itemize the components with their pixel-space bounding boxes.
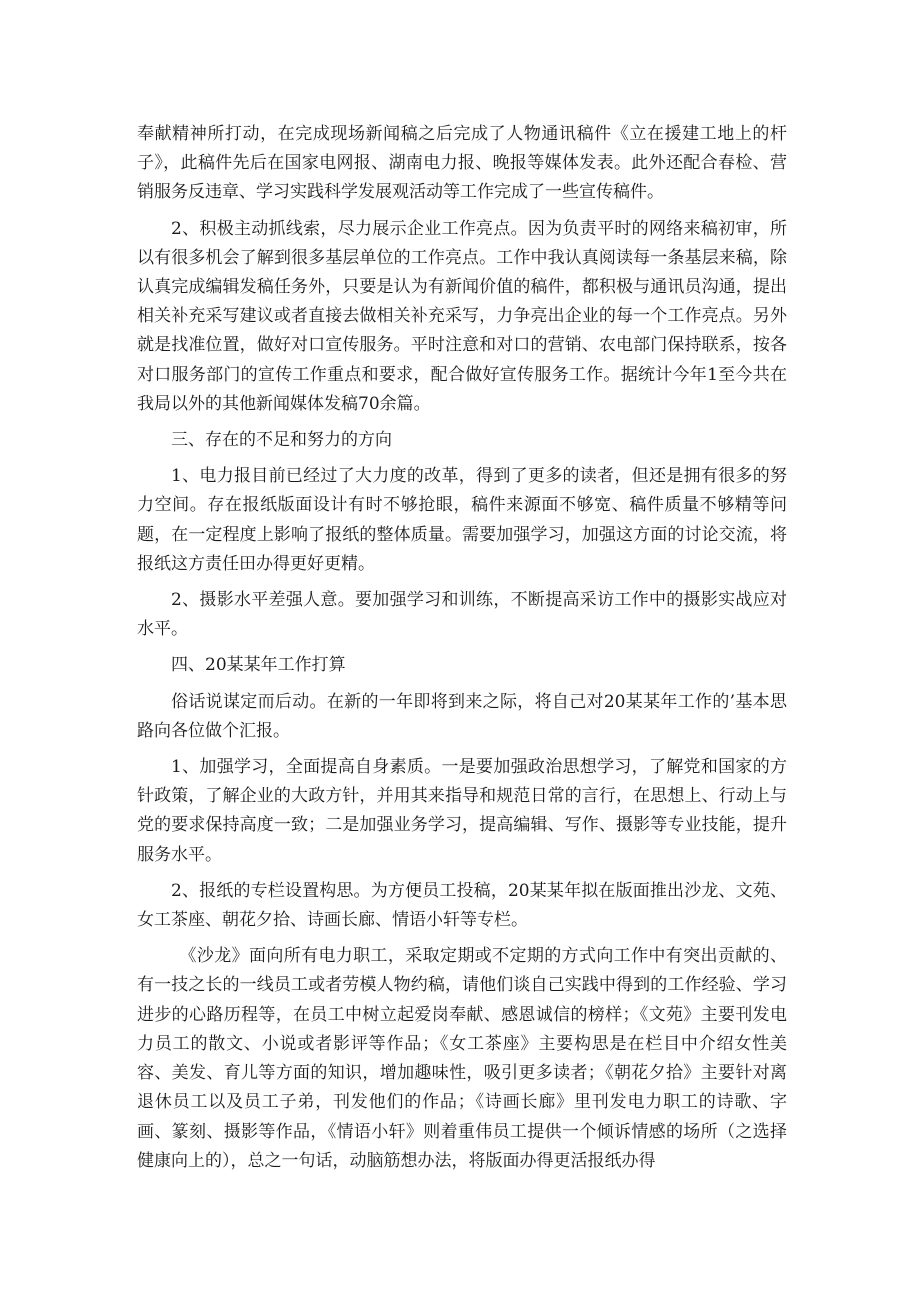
- paragraph-intro: 俗话说谋定而后动。在新的一年即将到来之际，将自己对20某某年工作的’基本思路向各位做个汇报。: [137, 691, 787, 741]
- paragraph-item-2: 2、积极主动抓线索，尽力展示企业工作亮点。因为负责平时的网络来稿初审，所以有很多机会了解到很多基层单位的工作亮点。工作中我认真阅读每一条基层来稿，除认真完成编辑发稿任务外，只要是认为有新闻价值的稿件，都积极与通讯员沟通，提出相关补充采写建议或者直接去做相关补充采写，力争亮出企业的每一个工作亮点。另外就是找准位置，做好对口宣传服务。平时注意和对口的营销、农电部门保持联系，按各对口服务部门的宣传工作重点和要求，配合做好宣传服务工作。据统计今年1至今共在我局以外的其他新闻媒体发稿70余篇。: [137, 218, 787, 414]
- paragraph-columns: 《沙龙》面向所有电力职工，采取定期或不定期的方式向工作中有突出贡献的、有一技之长的一线员工或者劳模人物约稿，请他们谈自己实践中得到的工作经验、学习进步的心路历程等，在员工中树立起爱岗奉献、感恩诚信的榜样；《文苑》主要刊发电力员工的散文、小说或者影评等作品；《女工茶座》主要构思是在栏目中介绍女性美容、美发、育儿等方面的知识，增加趣味性，吸引更多读者；《朝花夕拾》主要针对离退休员工以及员工子弟，刊发他们的作品；《诗画长廊》里刊发电力职工的诗歌、字画、篆刻、摄影等作品，《情语小轩》则着重伟员工提供一个倾诉情感的场所（之选择健康向上的），总之一句话，动脑筋想办法，将版面办得更活报纸办得: [137, 946, 787, 1171]
- document-body: [137, 120, 787, 1183]
- paragraph-item-2b: 2、摄影水平差强人意。要加强学习和训练，不断提高采访工作中的摄影实战应对水平。: [137, 590, 787, 640]
- paragraph-plan-1: 1、加强学习，全面提高自身素质。一是要加强政治思想学习，了解党和国家的方针政策，了解企业的大政方针，并用其来指导和规范日常的言行，在思想上、行动上与党的要求保持高度一致；二是加强业务学习，提高编辑、写作、摄影等专业技能，提升服务水平。: [137, 757, 787, 865]
- paragraph-item-1: 1、电力报目前已经过了大力度的改革，得到了更多的读者，但还是拥有很多的努力空间。存在报纸版面设计有时不够抢眼，稿件来源面不够宽、稿件质量不够精等问题，在一定程度上影响了报纸的整体质量。需要加强学习，加强这方面的讨论交流，将报纸这方责任田办得更好更精。: [137, 466, 787, 574]
- paragraph-plan-2: 2、报纸的专栏设置构思。为方便员工投稿，20某某年拟在版面推出沙龙、文苑、女工茶座、朝花夕拾、诗画长廊、情语小轩等专栏。: [137, 880, 787, 931]
- section-heading-4: 四、20某某年工作打算: [171, 655, 346, 676]
- paragraph-continued: 奉献精神所打动，在完成现场新闻稿之后完成了人物通讯稿件《立在援建工地上的杆子》，此稿件先后在国家电网报、湖南电力报、晚报等媒体发表。此外还配合春检、营销服务反违章、学习实践科学发展观活动等工作完成了一些宣传稿件。: [137, 124, 787, 203]
- section-heading-3: 三、存在的不足和努力的方向: [171, 430, 392, 451]
